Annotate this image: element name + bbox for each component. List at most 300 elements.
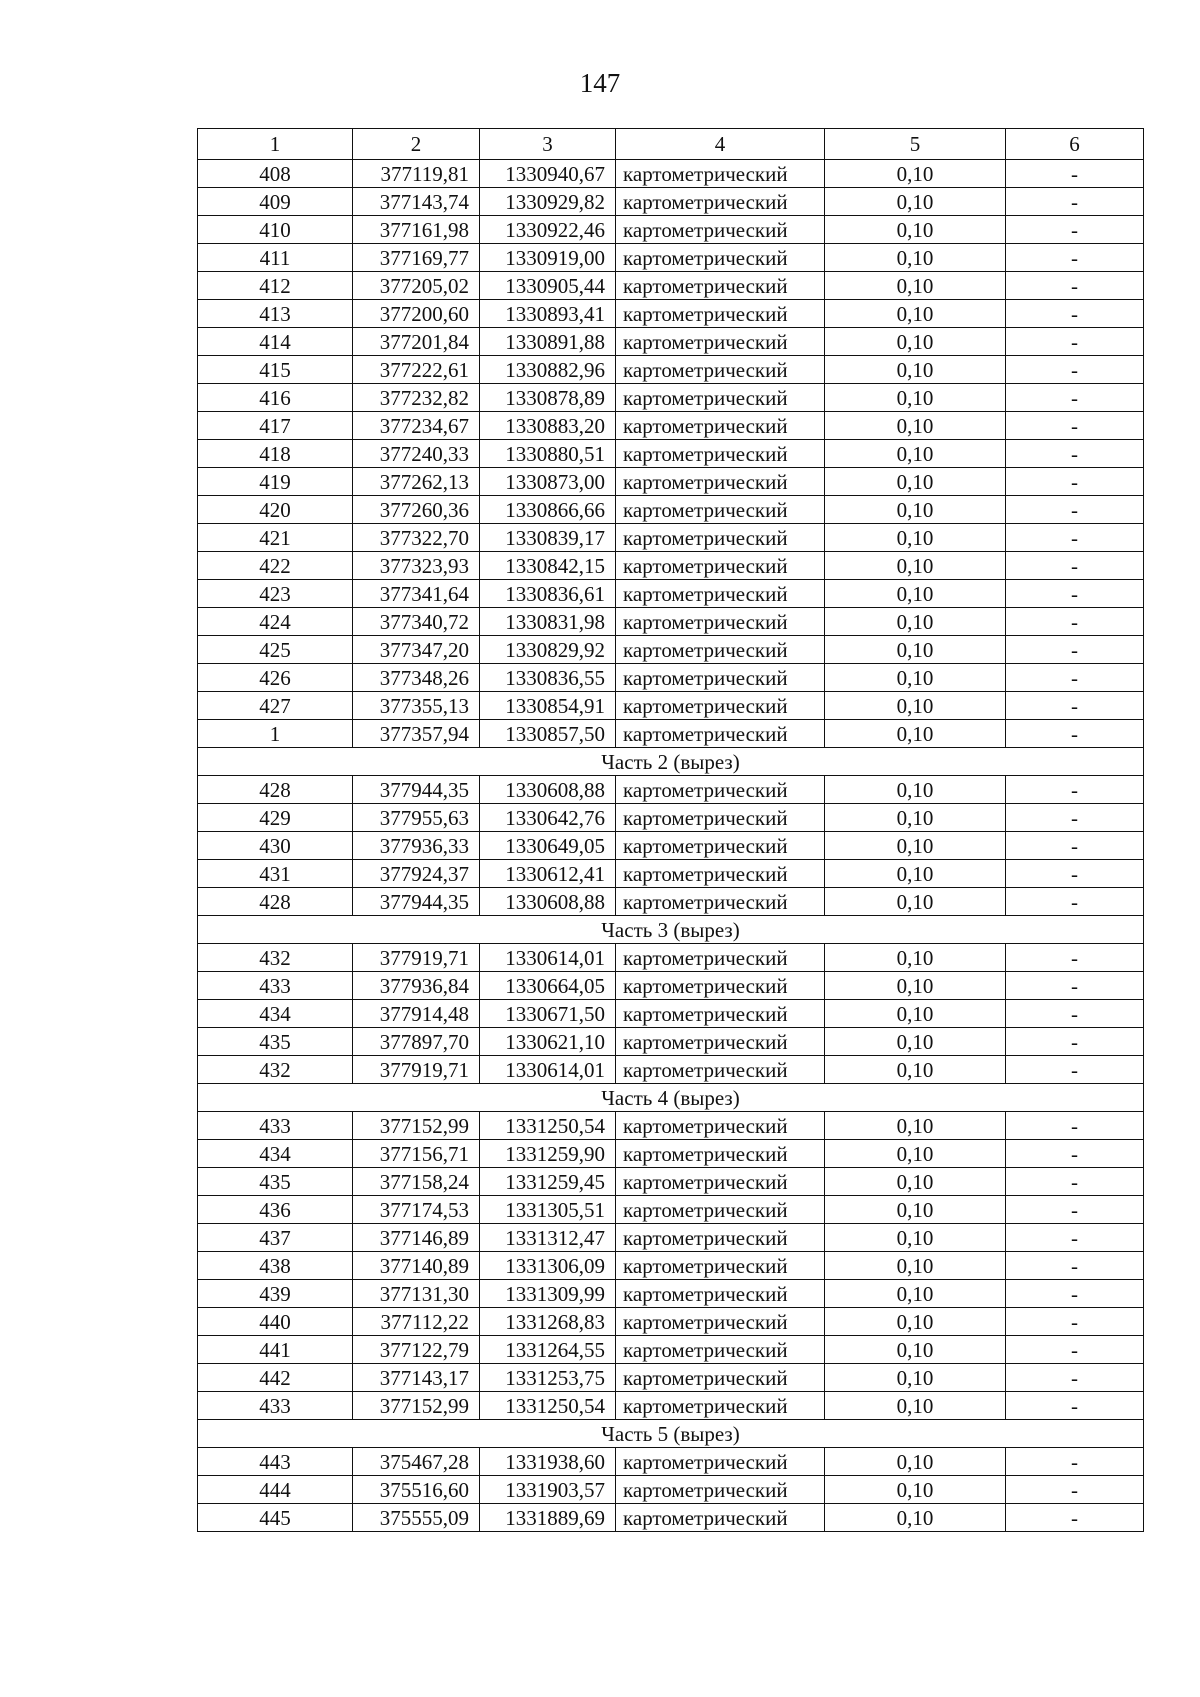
note-cell: - bbox=[1006, 1196, 1144, 1224]
table-row bbox=[198, 1168, 1144, 1196]
accuracy-cell: 0,10 bbox=[825, 720, 1006, 748]
accuracy-cell: 0,10 bbox=[825, 1364, 1006, 1392]
method-cell: картометрический bbox=[616, 440, 825, 468]
y-coordinate-cell: 1330878,89 bbox=[480, 384, 616, 412]
note-cell: - bbox=[1006, 496, 1144, 524]
table-row bbox=[198, 832, 1144, 860]
x-coordinate-cell: 375516,60 bbox=[353, 1476, 480, 1504]
note-cell: - bbox=[1006, 580, 1144, 608]
accuracy-cell: 0,10 bbox=[825, 384, 1006, 412]
method-cell: картометрический bbox=[616, 188, 825, 216]
point-number-cell: 417 bbox=[198, 412, 353, 440]
x-coordinate-cell: 377955,63 bbox=[353, 804, 480, 832]
accuracy-cell: 0,10 bbox=[825, 972, 1006, 1000]
point-number-cell: 437 bbox=[198, 1224, 353, 1252]
accuracy-cell: 0,10 bbox=[825, 776, 1006, 804]
y-coordinate-cell: 1331938,60 bbox=[480, 1448, 616, 1476]
table-row bbox=[198, 636, 1144, 664]
point-number-cell: 428 bbox=[198, 776, 353, 804]
point-number-cell: 442 bbox=[198, 1364, 353, 1392]
note-cell: - bbox=[1006, 720, 1144, 748]
table-row bbox=[198, 300, 1144, 328]
x-coordinate-cell: 377200,60 bbox=[353, 300, 480, 328]
accuracy-cell: 0,10 bbox=[825, 412, 1006, 440]
y-coordinate-cell: 1330621,10 bbox=[480, 1028, 616, 1056]
y-coordinate-cell: 1330649,05 bbox=[480, 832, 616, 860]
accuracy-cell: 0,10 bbox=[825, 888, 1006, 916]
table-row bbox=[198, 804, 1144, 832]
header-cell: 5 bbox=[825, 129, 1006, 160]
note-cell: - bbox=[1006, 1364, 1144, 1392]
note-cell: - bbox=[1006, 1028, 1144, 1056]
point-number-cell: 416 bbox=[198, 384, 353, 412]
point-number-cell: 431 bbox=[198, 860, 353, 888]
table-row bbox=[198, 1504, 1144, 1532]
point-number-cell: 443 bbox=[198, 1448, 353, 1476]
section-title-row bbox=[198, 1420, 1144, 1448]
table-row bbox=[198, 440, 1144, 468]
x-coordinate-cell: 377897,70 bbox=[353, 1028, 480, 1056]
x-coordinate-cell: 377914,48 bbox=[353, 1000, 480, 1028]
table-row bbox=[198, 692, 1144, 720]
page-number: 147 bbox=[579, 68, 621, 98]
y-coordinate-cell: 1330929,82 bbox=[480, 188, 616, 216]
note-cell: - bbox=[1006, 1140, 1144, 1168]
x-coordinate-cell: 377924,37 bbox=[353, 860, 480, 888]
accuracy-cell: 0,10 bbox=[825, 636, 1006, 664]
note-cell: - bbox=[1006, 244, 1144, 272]
y-coordinate-cell: 1331309,99 bbox=[480, 1280, 616, 1308]
accuracy-cell: 0,10 bbox=[825, 1280, 1006, 1308]
method-cell: картометрический bbox=[616, 1392, 825, 1420]
y-coordinate-cell: 1330642,76 bbox=[480, 804, 616, 832]
point-number-cell: 419 bbox=[198, 468, 353, 496]
point-number-cell: 433 bbox=[198, 1392, 353, 1420]
point-number-cell: 433 bbox=[198, 972, 353, 1000]
y-coordinate-cell: 1330842,15 bbox=[480, 552, 616, 580]
table-row bbox=[198, 720, 1144, 748]
method-cell: картометрический bbox=[616, 860, 825, 888]
point-number-cell: 415 bbox=[198, 356, 353, 384]
method-cell: картометрический bbox=[616, 496, 825, 524]
note-cell: - bbox=[1006, 692, 1144, 720]
method-cell: картометрический bbox=[616, 1504, 825, 1532]
accuracy-cell: 0,10 bbox=[825, 1448, 1006, 1476]
y-coordinate-cell: 1330919,00 bbox=[480, 244, 616, 272]
method-cell: картометрический bbox=[616, 1112, 825, 1140]
method-cell: картометрический bbox=[616, 216, 825, 244]
header-cell: 4 bbox=[616, 129, 825, 160]
table-row bbox=[198, 1196, 1144, 1224]
point-number-cell: 439 bbox=[198, 1280, 353, 1308]
accuracy-cell: 0,10 bbox=[825, 216, 1006, 244]
accuracy-cell: 0,10 bbox=[825, 1196, 1006, 1224]
note-cell: - bbox=[1006, 608, 1144, 636]
point-number-cell: 430 bbox=[198, 832, 353, 860]
note-cell: - bbox=[1006, 552, 1144, 580]
point-number-cell: 413 bbox=[198, 300, 353, 328]
accuracy-cell: 0,10 bbox=[825, 944, 1006, 972]
note-cell: - bbox=[1006, 1504, 1144, 1532]
table-row bbox=[198, 468, 1144, 496]
y-coordinate-cell: 1330891,88 bbox=[480, 328, 616, 356]
note-cell: - bbox=[1006, 300, 1144, 328]
table-row bbox=[198, 356, 1144, 384]
note-cell: - bbox=[1006, 1252, 1144, 1280]
x-coordinate-cell: 377201,84 bbox=[353, 328, 480, 356]
point-number-cell: 1 bbox=[198, 720, 353, 748]
x-coordinate-cell: 377234,67 bbox=[353, 412, 480, 440]
accuracy-cell: 0,10 bbox=[825, 580, 1006, 608]
point-number-cell: 434 bbox=[198, 1000, 353, 1028]
note-cell: - bbox=[1006, 356, 1144, 384]
y-coordinate-cell: 1330664,05 bbox=[480, 972, 616, 1000]
x-coordinate-cell: 377262,13 bbox=[353, 468, 480, 496]
accuracy-cell: 0,10 bbox=[825, 328, 1006, 356]
table-header-row bbox=[198, 129, 1144, 160]
y-coordinate-cell: 1331259,45 bbox=[480, 1168, 616, 1196]
section-title: Часть 2 (вырез) bbox=[198, 748, 1144, 776]
table-row bbox=[198, 384, 1144, 412]
accuracy-cell: 0,10 bbox=[825, 1504, 1006, 1532]
x-coordinate-cell: 377156,71 bbox=[353, 1140, 480, 1168]
x-coordinate-cell: 377347,20 bbox=[353, 636, 480, 664]
note-cell: - bbox=[1006, 216, 1144, 244]
y-coordinate-cell: 1330880,51 bbox=[480, 440, 616, 468]
point-number-cell: 433 bbox=[198, 1112, 353, 1140]
table-row bbox=[198, 1336, 1144, 1364]
point-number-cell: 412 bbox=[198, 272, 353, 300]
x-coordinate-cell: 377205,02 bbox=[353, 272, 480, 300]
point-number-cell: 428 bbox=[198, 888, 353, 916]
section-title-row bbox=[198, 1084, 1144, 1112]
x-coordinate-cell: 377944,35 bbox=[353, 888, 480, 916]
x-coordinate-cell: 377143,74 bbox=[353, 188, 480, 216]
point-number-cell: 409 bbox=[198, 188, 353, 216]
y-coordinate-cell: 1331250,54 bbox=[480, 1392, 616, 1420]
table-row bbox=[198, 1252, 1144, 1280]
table-row bbox=[198, 580, 1144, 608]
x-coordinate-cell: 377152,99 bbox=[353, 1112, 480, 1140]
note-cell: - bbox=[1006, 1224, 1144, 1252]
table-row bbox=[198, 1308, 1144, 1336]
point-number-cell: 423 bbox=[198, 580, 353, 608]
point-number-cell: 440 bbox=[198, 1308, 353, 1336]
y-coordinate-cell: 1331903,57 bbox=[480, 1476, 616, 1504]
note-cell: - bbox=[1006, 1392, 1144, 1420]
accuracy-cell: 0,10 bbox=[825, 1252, 1006, 1280]
x-coordinate-cell: 377158,24 bbox=[353, 1168, 480, 1196]
method-cell: картометрический bbox=[616, 580, 825, 608]
method-cell: картометрический bbox=[616, 944, 825, 972]
note-cell: - bbox=[1006, 272, 1144, 300]
note-cell: - bbox=[1006, 972, 1144, 1000]
note-cell: - bbox=[1006, 188, 1144, 216]
method-cell: картометрический bbox=[616, 1028, 825, 1056]
note-cell: - bbox=[1006, 160, 1144, 188]
x-coordinate-cell: 377260,36 bbox=[353, 496, 480, 524]
accuracy-cell: 0,10 bbox=[825, 664, 1006, 692]
table-row bbox=[198, 1224, 1144, 1252]
accuracy-cell: 0,10 bbox=[825, 356, 1006, 384]
note-cell: - bbox=[1006, 328, 1144, 356]
table-row bbox=[198, 160, 1144, 188]
point-number-cell: 426 bbox=[198, 664, 353, 692]
y-coordinate-cell: 1331889,69 bbox=[480, 1504, 616, 1532]
accuracy-cell: 0,10 bbox=[825, 160, 1006, 188]
x-coordinate-cell: 377240,33 bbox=[353, 440, 480, 468]
note-cell: - bbox=[1006, 1336, 1144, 1364]
y-coordinate-cell: 1330922,46 bbox=[480, 216, 616, 244]
x-coordinate-cell: 377323,93 bbox=[353, 552, 480, 580]
x-coordinate-cell: 375555,09 bbox=[353, 1504, 480, 1532]
x-coordinate-cell: 377340,72 bbox=[353, 608, 480, 636]
method-cell: картометрический bbox=[616, 608, 825, 636]
y-coordinate-cell: 1331305,51 bbox=[480, 1196, 616, 1224]
table-row bbox=[198, 244, 1144, 272]
point-number-cell: 424 bbox=[198, 608, 353, 636]
table-row bbox=[198, 496, 1144, 524]
x-coordinate-cell: 377131,30 bbox=[353, 1280, 480, 1308]
y-coordinate-cell: 1330614,01 bbox=[480, 944, 616, 972]
accuracy-cell: 0,10 bbox=[825, 1000, 1006, 1028]
y-coordinate-cell: 1330839,17 bbox=[480, 524, 616, 552]
section-title: Часть 4 (вырез) bbox=[198, 1084, 1144, 1112]
table-row bbox=[198, 1028, 1144, 1056]
table-row bbox=[198, 1140, 1144, 1168]
accuracy-cell: 0,10 bbox=[825, 1476, 1006, 1504]
point-number-cell: 432 bbox=[198, 944, 353, 972]
accuracy-cell: 0,10 bbox=[825, 1308, 1006, 1336]
table-row bbox=[198, 860, 1144, 888]
header-cell: 1 bbox=[198, 129, 353, 160]
table-row bbox=[198, 944, 1144, 972]
x-coordinate-cell: 377174,53 bbox=[353, 1196, 480, 1224]
x-coordinate-cell: 377112,22 bbox=[353, 1308, 480, 1336]
section-title-row bbox=[198, 916, 1144, 944]
y-coordinate-cell: 1330893,41 bbox=[480, 300, 616, 328]
x-coordinate-cell: 377140,89 bbox=[353, 1252, 480, 1280]
method-cell: картометрический bbox=[616, 1364, 825, 1392]
method-cell: картометрический bbox=[616, 804, 825, 832]
y-coordinate-cell: 1331250,54 bbox=[480, 1112, 616, 1140]
method-cell: картометрический bbox=[616, 1448, 825, 1476]
point-number-cell: 441 bbox=[198, 1336, 353, 1364]
point-number-cell: 410 bbox=[198, 216, 353, 244]
y-coordinate-cell: 1330836,55 bbox=[480, 664, 616, 692]
note-cell: - bbox=[1006, 524, 1144, 552]
accuracy-cell: 0,10 bbox=[825, 272, 1006, 300]
x-coordinate-cell: 377357,94 bbox=[353, 720, 480, 748]
point-number-cell: 427 bbox=[198, 692, 353, 720]
accuracy-cell: 0,10 bbox=[825, 1168, 1006, 1196]
point-number-cell: 435 bbox=[198, 1168, 353, 1196]
method-cell: картометрический bbox=[616, 300, 825, 328]
table-row bbox=[198, 1000, 1144, 1028]
accuracy-cell: 0,10 bbox=[825, 1028, 1006, 1056]
y-coordinate-cell: 1330671,50 bbox=[480, 1000, 616, 1028]
x-coordinate-cell: 377944,35 bbox=[353, 776, 480, 804]
accuracy-cell: 0,10 bbox=[825, 860, 1006, 888]
note-cell: - bbox=[1006, 636, 1144, 664]
note-cell: - bbox=[1006, 1280, 1144, 1308]
y-coordinate-cell: 1330940,67 bbox=[480, 160, 616, 188]
y-coordinate-cell: 1330608,88 bbox=[480, 888, 616, 916]
method-cell: картометрический bbox=[616, 1000, 825, 1028]
x-coordinate-cell: 377119,81 bbox=[353, 160, 480, 188]
method-cell: картометрический bbox=[616, 384, 825, 412]
y-coordinate-cell: 1331259,90 bbox=[480, 1140, 616, 1168]
method-cell: картометрический bbox=[616, 1280, 825, 1308]
accuracy-cell: 0,10 bbox=[825, 440, 1006, 468]
x-coordinate-cell: 377222,61 bbox=[353, 356, 480, 384]
x-coordinate-cell: 377232,82 bbox=[353, 384, 480, 412]
table-row bbox=[198, 972, 1144, 1000]
y-coordinate-cell: 1331253,75 bbox=[480, 1364, 616, 1392]
x-coordinate-cell: 377169,77 bbox=[353, 244, 480, 272]
table-row bbox=[198, 1112, 1144, 1140]
point-number-cell: 418 bbox=[198, 440, 353, 468]
method-cell: картометрический bbox=[616, 244, 825, 272]
accuracy-cell: 0,10 bbox=[825, 1224, 1006, 1252]
method-cell: картометрический bbox=[616, 1140, 825, 1168]
method-cell: картометрический bbox=[616, 1336, 825, 1364]
point-number-cell: 432 bbox=[198, 1056, 353, 1084]
method-cell: картометрический bbox=[616, 972, 825, 1000]
point-number-cell: 438 bbox=[198, 1252, 353, 1280]
table-row bbox=[198, 272, 1144, 300]
x-coordinate-cell: 377152,99 bbox=[353, 1392, 480, 1420]
x-coordinate-cell: 377355,13 bbox=[353, 692, 480, 720]
x-coordinate-cell: 377936,84 bbox=[353, 972, 480, 1000]
accuracy-cell: 0,10 bbox=[825, 468, 1006, 496]
accuracy-cell: 0,10 bbox=[825, 1392, 1006, 1420]
y-coordinate-cell: 1330857,50 bbox=[480, 720, 616, 748]
method-cell: картометрический bbox=[616, 1252, 825, 1280]
note-cell: - bbox=[1006, 776, 1144, 804]
method-cell: картометрический bbox=[616, 160, 825, 188]
table-row bbox=[198, 1448, 1144, 1476]
y-coordinate-cell: 1330836,61 bbox=[480, 580, 616, 608]
header-cell: 3 bbox=[480, 129, 616, 160]
accuracy-cell: 0,10 bbox=[825, 524, 1006, 552]
table-row bbox=[198, 1280, 1144, 1308]
accuracy-cell: 0,10 bbox=[825, 608, 1006, 636]
x-coordinate-cell: 375467,28 bbox=[353, 1448, 480, 1476]
x-coordinate-cell: 377322,70 bbox=[353, 524, 480, 552]
table-row bbox=[198, 888, 1144, 916]
method-cell: картометрический bbox=[616, 1476, 825, 1504]
method-cell: картометрический bbox=[616, 1168, 825, 1196]
note-cell: - bbox=[1006, 1112, 1144, 1140]
y-coordinate-cell: 1330854,91 bbox=[480, 692, 616, 720]
note-cell: - bbox=[1006, 1448, 1144, 1476]
table-row bbox=[198, 1056, 1144, 1084]
accuracy-cell: 0,10 bbox=[825, 692, 1006, 720]
section-title: Часть 5 (вырез) bbox=[198, 1420, 1144, 1448]
y-coordinate-cell: 1330873,00 bbox=[480, 468, 616, 496]
x-coordinate-cell: 377161,98 bbox=[353, 216, 480, 244]
method-cell: картометрический bbox=[616, 524, 825, 552]
table-row bbox=[198, 608, 1144, 636]
note-cell: - bbox=[1006, 832, 1144, 860]
point-number-cell: 408 bbox=[198, 160, 353, 188]
accuracy-cell: 0,10 bbox=[825, 244, 1006, 272]
table-row bbox=[198, 188, 1144, 216]
method-cell: картометрический bbox=[616, 1224, 825, 1252]
method-cell: картометрический bbox=[616, 888, 825, 916]
y-coordinate-cell: 1330614,01 bbox=[480, 1056, 616, 1084]
y-coordinate-cell: 1330905,44 bbox=[480, 272, 616, 300]
point-number-cell: 436 bbox=[198, 1196, 353, 1224]
y-coordinate-cell: 1330883,20 bbox=[480, 412, 616, 440]
method-cell: картометрический bbox=[616, 1196, 825, 1224]
x-coordinate-cell: 377143,17 bbox=[353, 1364, 480, 1392]
note-cell: - bbox=[1006, 1308, 1144, 1336]
accuracy-cell: 0,10 bbox=[825, 552, 1006, 580]
accuracy-cell: 0,10 bbox=[825, 188, 1006, 216]
header-cell: 2 bbox=[353, 129, 480, 160]
header-cell: 6 bbox=[1006, 129, 1144, 160]
note-cell: - bbox=[1006, 440, 1144, 468]
note-cell: - bbox=[1006, 468, 1144, 496]
method-cell: картометрический bbox=[616, 412, 825, 440]
accuracy-cell: 0,10 bbox=[825, 1140, 1006, 1168]
note-cell: - bbox=[1006, 1476, 1144, 1504]
point-number-cell: 422 bbox=[198, 552, 353, 580]
accuracy-cell: 0,10 bbox=[825, 832, 1006, 860]
method-cell: картометрический bbox=[616, 552, 825, 580]
table-row bbox=[198, 1364, 1144, 1392]
accuracy-cell: 0,10 bbox=[825, 300, 1006, 328]
method-cell: картометрический bbox=[616, 832, 825, 860]
y-coordinate-cell: 1331306,09 bbox=[480, 1252, 616, 1280]
y-coordinate-cell: 1331264,55 bbox=[480, 1336, 616, 1364]
coordinates-table bbox=[197, 128, 1144, 1532]
x-coordinate-cell: 377341,64 bbox=[353, 580, 480, 608]
accuracy-cell: 0,10 bbox=[825, 1112, 1006, 1140]
x-coordinate-cell: 377146,89 bbox=[353, 1224, 480, 1252]
point-number-cell: 445 bbox=[198, 1504, 353, 1532]
y-coordinate-cell: 1330612,41 bbox=[480, 860, 616, 888]
accuracy-cell: 0,10 bbox=[825, 1336, 1006, 1364]
table-row bbox=[198, 552, 1144, 580]
x-coordinate-cell: 377919,71 bbox=[353, 1056, 480, 1084]
table-row bbox=[198, 664, 1144, 692]
point-number-cell: 421 bbox=[198, 524, 353, 552]
point-number-cell: 434 bbox=[198, 1140, 353, 1168]
point-number-cell: 411 bbox=[198, 244, 353, 272]
point-number-cell: 414 bbox=[198, 328, 353, 356]
method-cell: картометрический bbox=[616, 328, 825, 356]
note-cell: - bbox=[1006, 1000, 1144, 1028]
accuracy-cell: 0,10 bbox=[825, 1056, 1006, 1084]
method-cell: картометрический bbox=[616, 1308, 825, 1336]
section-title: Часть 3 (вырез) bbox=[198, 916, 1144, 944]
note-cell: - bbox=[1006, 804, 1144, 832]
note-cell: - bbox=[1006, 1056, 1144, 1084]
y-coordinate-cell: 1330608,88 bbox=[480, 776, 616, 804]
point-number-cell: 420 bbox=[198, 496, 353, 524]
table-row bbox=[198, 328, 1144, 356]
table-row bbox=[198, 216, 1144, 244]
table-row bbox=[198, 412, 1144, 440]
point-number-cell: 425 bbox=[198, 636, 353, 664]
section-title-row bbox=[198, 748, 1144, 776]
x-coordinate-cell: 377122,79 bbox=[353, 1336, 480, 1364]
note-cell: - bbox=[1006, 1168, 1144, 1196]
point-number-cell: 435 bbox=[198, 1028, 353, 1056]
